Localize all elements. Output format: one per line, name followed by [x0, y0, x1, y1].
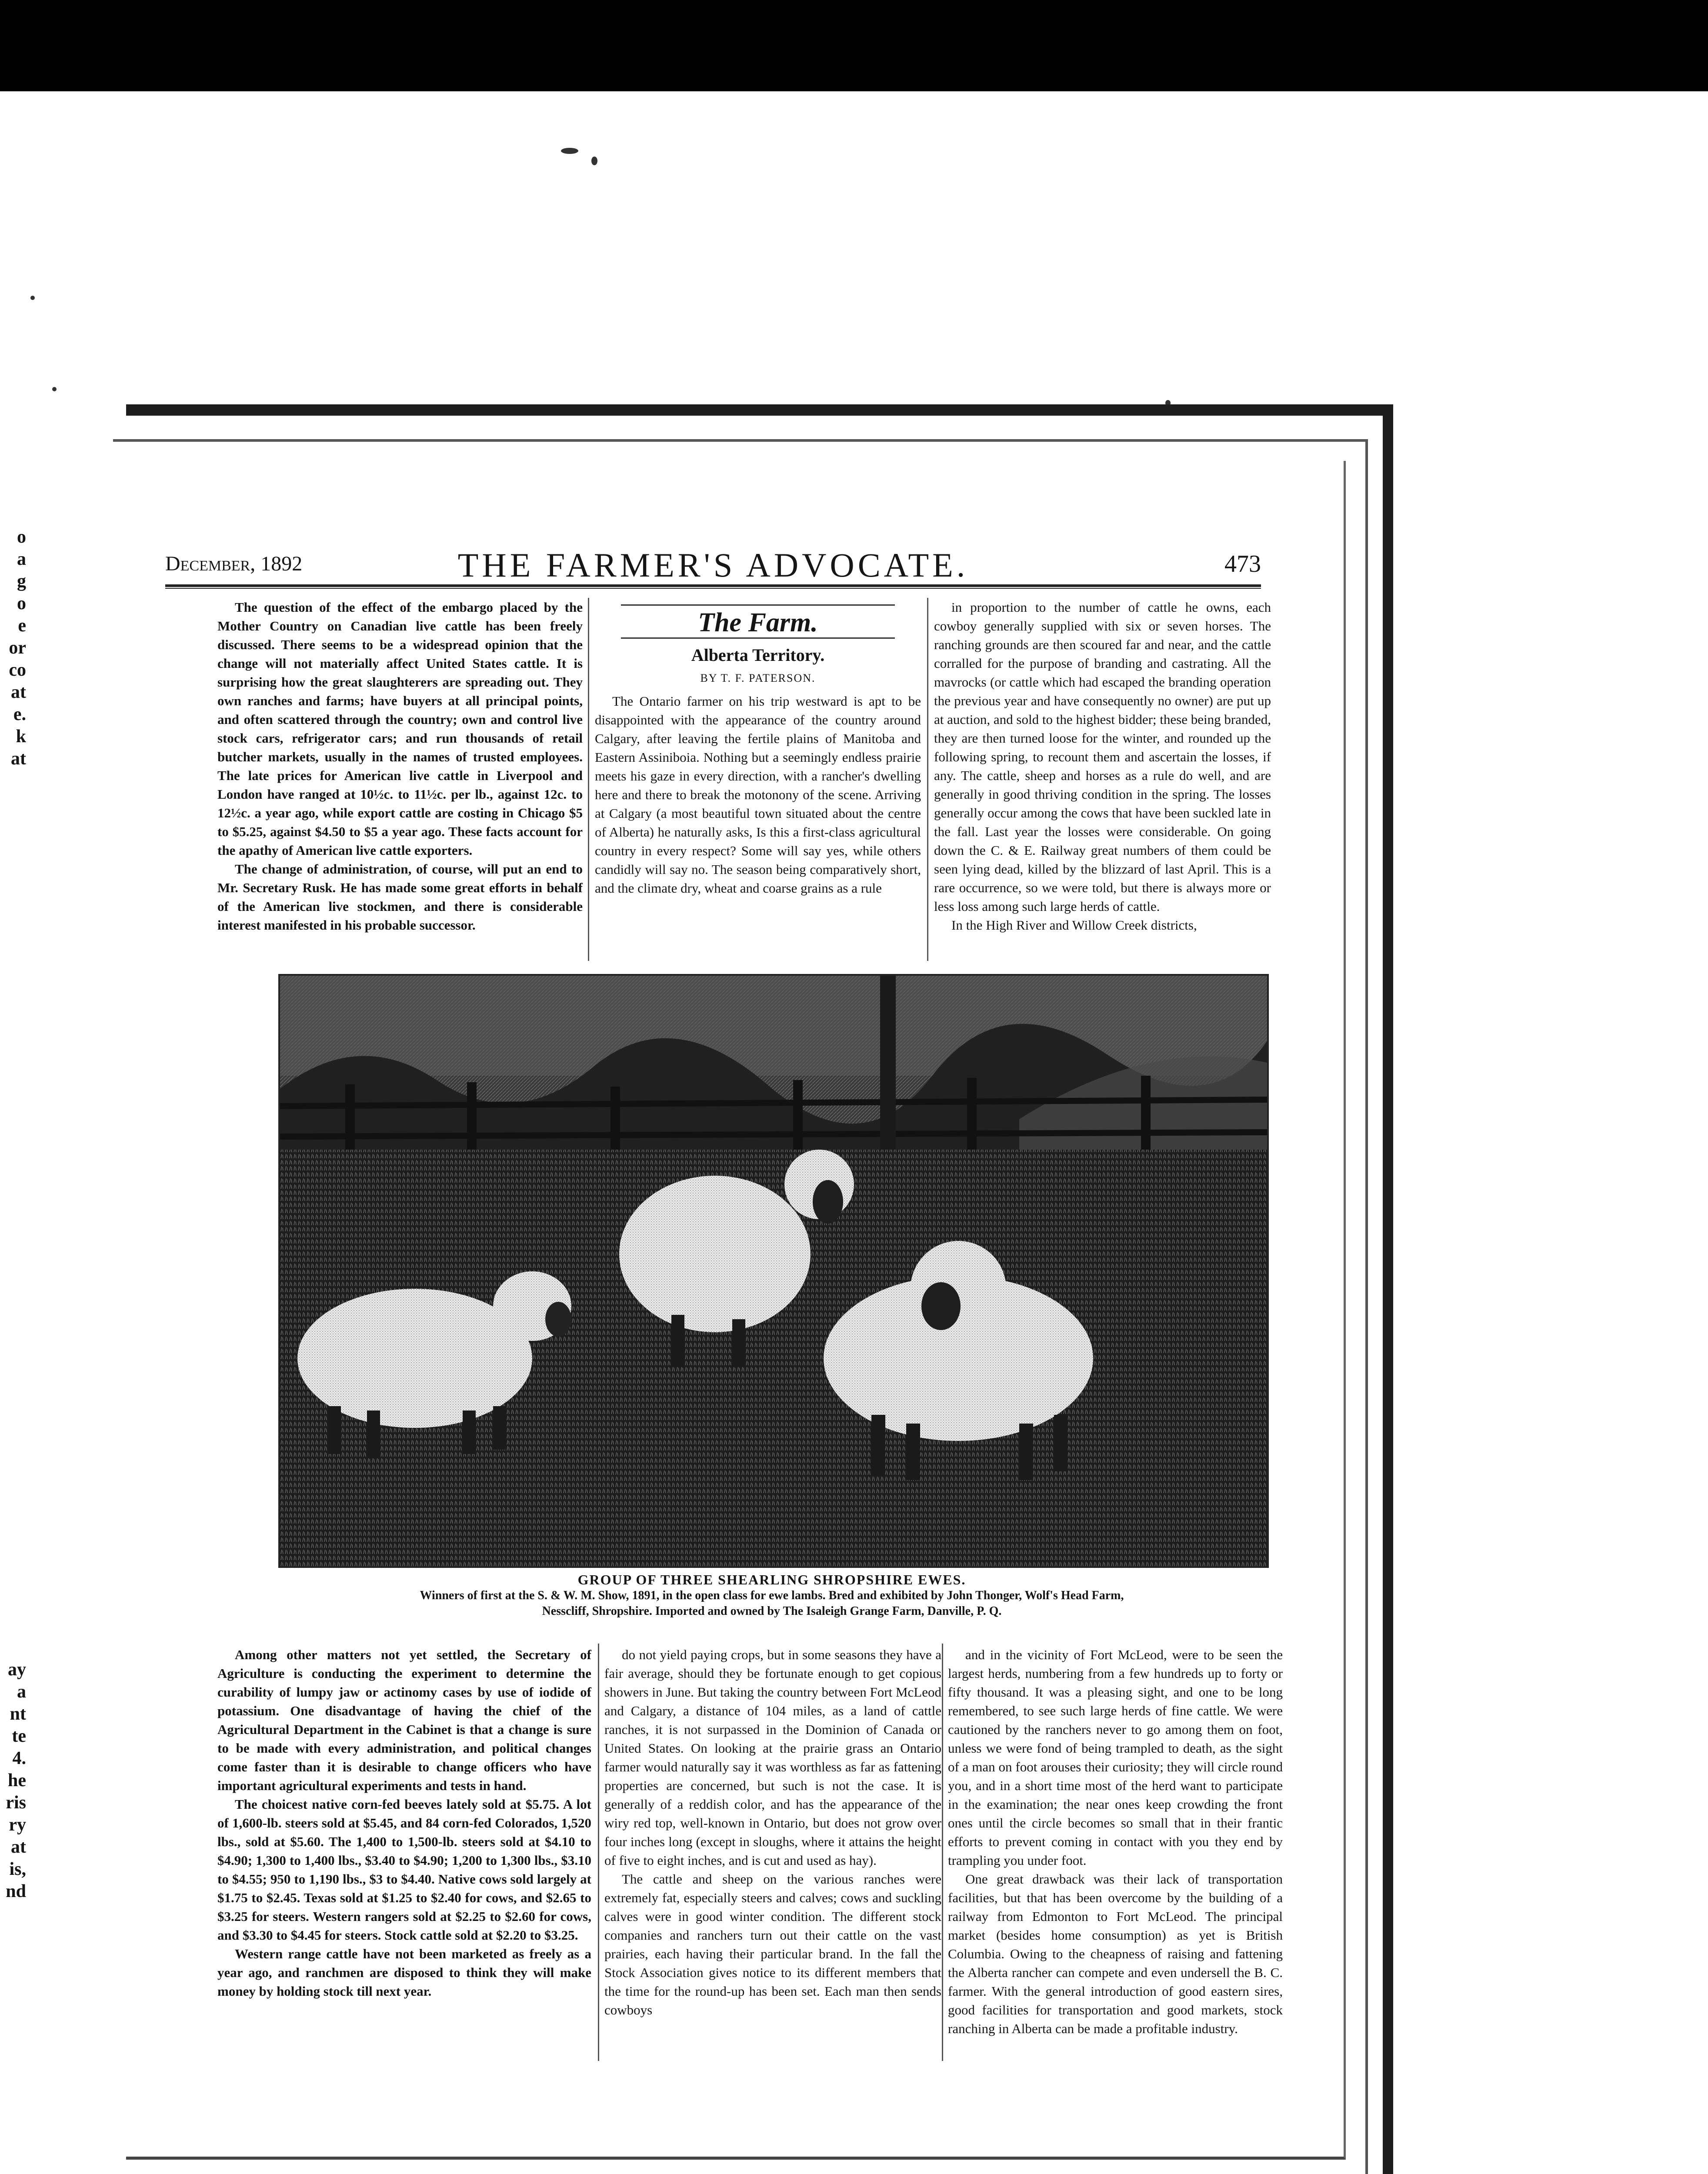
column-rule: [942, 1644, 943, 2061]
section-rule: [621, 637, 895, 639]
paragraph: and in the vicinity of Fort McLeod, were to be seen the largest herds, numbering from a few hundreds up to forty or fifty thousand. It was a pleasing sight, and one to be long remembered, to see such large herds of fine cattle. We were cautioned by the ranchers never to go among them on foot, unless we were fond of being trampled to death, as the sight of a man on foot arouses their curiosity; they will circle round you, and in a short time most of the herd want to participate in the examination; the near ones keep crowding the front ones until the circle becomes so small that in their frantic efforts to prevent coming in contact with you they end by trampling you under foot.: [948, 1647, 1283, 1868]
running-head: [165, 546, 1261, 584]
left-fragment: ry: [9, 1815, 26, 1835]
left-fragment: he: [8, 1771, 26, 1791]
paragraph: One great drawback was their lack of transportation facilities, but that has been overcome by the building of a railway from Edmonton to Fort McLeod. The principal market (besides home consumption) as yet is British Columbia. Owing to the cheapness of raising and fattening the Alberta rancher can compete and even undersell the B. C. farmer. With the general introduction of good eastern sires, good facilities for transportation and good markets, stock ranching in Alberta can be made a profitable industry.: [948, 1871, 1283, 2036]
column-rule: [927, 598, 928, 961]
top-column-3: [934, 598, 1271, 934]
page-number: 473: [1224, 550, 1261, 577]
paragraph: The question of the effect of the embargo placed by the Mother Country on Canadian live cattle has been freely discussed. There seems to be a widespread opinion that the change will not materially affect United States cattle. It is surprising how the great slaughterers are spreading out. They own ranches and farms; have buyers at all principal points, and often scattered through the country; own and control live stock cars, refrigerator cars; and run thousands of retail butcher markets, usually in the names of trusted employees. The late prices for American live cattle in Liverpool and London have ranged at 10½c. to 11½c. per lb., against 12c. to 12½c. a year ago, while export cattle are costing in Chicago $5 to $5.25, against $4.50 to $5 a year ago. These facts account for the apathy of American live cattle exporters.: [217, 600, 583, 858]
section-rule: [621, 604, 895, 606]
top-column-2: [595, 600, 921, 897]
paragraph: The cattle and sheep on the various ranches were extremely fat, especially steers and calves; cows and suckling calves were in good winter condition. The different stock companies and ranchers turn out their cattle on the vast prairies, each having their particular brand. In the fall the Stock Association gives notice to its different members that the time for the round-up has been set. Each man then sends cowboys: [604, 1871, 941, 2017]
left-fragment: or: [9, 638, 26, 658]
left-fragment: o: [17, 594, 26, 614]
article-title: Alberta Territory.: [691, 645, 825, 665]
left-fragment: is,: [9, 1859, 26, 1879]
scan-speck: [52, 387, 57, 391]
left-fragment: nt: [10, 1704, 26, 1724]
byline: BY T. F. PATERSON.: [700, 672, 816, 684]
left-fragment: at: [11, 749, 26, 769]
head-rule: [165, 584, 1261, 587]
left-fragment: te: [12, 1726, 26, 1746]
left-fragment: at: [11, 1837, 26, 1857]
caption-line: Nesscliff, Shropshire. Imported and owned by The Isaleigh Grange Farm, Danville, P. Q.: [542, 1604, 1002, 1618]
paragraph: do not yield paying crops, but in some seasons they have a fair average, should they be fortunate enough to get copious showers in June. But taking the country between Fort McLeod and Calgary, a distance of 104 miles, as a land of cattle ranches, it is not surpassed in the Dominion of Canada or United States. On looking at the prairie grass an Ontario farmer would naturally say it was worthless as far as fattening properties are concerned, but such is not the case. It is generally of a reddish color, and has the appearance of the wiry red top, well-known in Ontario, but does not grow over four inches long (except in sloughs, where it attains the height of five to eight inches, and is cut and used as hay).: [604, 1647, 941, 1868]
paragraph: The choicest native corn-fed beeves lately sold at $5.75. A lot of 1,600-lb. steers sold at $5.45, and 84 corn-fed Colorados, 1,520 lbs., sold at $5.60. The 1,400 to 1,500-lb. steers sold at $4.10 to $4.90; 1,300 to 1,400 lbs., $3.40 to $4.90; 1,200 to 1,300 lbs., $3.10 to $4.55; 950 to 1,190 lbs., $3 to $4.40. Native cows sold largely at $1.75 to $2.45. Texas sold at $1.25 to $2.40 for cows, and $2.65 to $3.25 for steers. Western rangers sold at $2.25 to $2.60 for cows, and $3.30 to $4.45 for steers. Stock cattle sold at $2.20 to $3.25.: [217, 1797, 591, 1943]
left-fragment: a: [17, 1682, 26, 1702]
column-rule: [598, 1644, 599, 2061]
tree-trunk: [880, 976, 896, 1158]
column-rule: [588, 598, 589, 961]
paragraph: The Ontario farmer on his trip westward is apt to be disappointed with the appearance of the country around Calgary, after leaving the fertile plains of Manitoba and Eastern Assiniboia. Nothing but a seemingly endless prairie meets his gaze in every direction, with a rancher's dwelling here and there to break the motonony of the scene. Arriving at Calgary (a most beautiful town situated about the centre of Alberta) he naturally asks, Is this a first-class agricultural country in every respect? Some will say yes, while others candidly will say no. The season being comparatively short, and the climate dry, wheat and coarse grains as a rule: [595, 694, 921, 896]
bottom-column-1: [217, 1645, 591, 2001]
left-fragment: e: [18, 616, 26, 636]
caption-line: Winners of first at the S. & W. M. Show, 1891, in the open class for ewe lambs. Bred and exhibited by John Thonger, Wolf's Head Farm,: [420, 1589, 1124, 1602]
figure-caption: [278, 1572, 1265, 1619]
scan-speck: [561, 148, 578, 154]
scan-speck: [30, 296, 35, 300]
bottom-column-2: [604, 1645, 941, 2019]
left-fragment: a: [17, 549, 26, 569]
left-fragment: o: [17, 527, 26, 547]
caption-title: GROUP OF THREE SHEARLING SHROPSHIRE EWES.: [577, 1572, 966, 1587]
sheep-engraving-illustration: [280, 976, 1267, 1566]
paragraph: Among other matters not yet settled, the Secretary of Agriculture is conducting the experiment to determine the curability of lumpy jaw or actinomy cases by use of iodide of potassium. One disadvantage of having the chief of the Agricultural Department in the Cabinet is that a change is sure to be made with every administration, and political changes come faster than it is desirable to change officers who have important agricultural experiments and tests in hand.: [217, 1647, 591, 1793]
scan-top-border: [0, 0, 1708, 91]
bottom-column-3: [948, 1645, 1283, 2038]
top-column-1: [217, 598, 583, 934]
left-fragment: e.: [13, 704, 26, 724]
issue-date: December, 1892: [165, 552, 303, 575]
paragraph: In the High River and Willow Creek districts,: [951, 917, 1197, 933]
scan-speck: [591, 157, 597, 165]
head-rule-thin: [165, 588, 1261, 589]
left-fragment: co: [9, 660, 26, 680]
left-fragment: k: [16, 727, 26, 747]
left-fragment: nd: [6, 1881, 26, 1901]
left-fragment: at: [11, 682, 26, 702]
paragraph: The change of administration, of course, will put an end to Mr. Secretary Rusk. He has made some great efforts in behalf of the American live stockmen, and there is considerable interest manifested in his probable successor.: [217, 861, 583, 933]
left-fragment: 4.: [12, 1748, 26, 1768]
paragraph: in proportion to the number of cattle he owns, each cowboy generally supplied with six or seven horses. The ranching grounds are then scoured far and near, and the cattle corralled for the purpose of branding and castrating. All the mavrocks (or cattle which had escaped the branding operation the previous year and have consequently no owner) are put up at auction, and sold to the highest bidder; these being branded, they are then turned loose for the winter, and rounded up the following spring, to recount them and ascertain the losses, if any. The cattle, sheep and horses as a rule do well, and are generally in good thriving condition in the spring. The losses generally occur among the cows that have been suckled late in the fall. Last year the losses were considerable. On going down the C. & E. Railway great numbers of them could be seen lying dead, killed by the blizzard of last April. This is a rare occurrence, so we were told, but there is always more or less loss among such large herds of cattle.: [934, 600, 1271, 914]
paragraph: Western range cattle have not been marketed as freely as a year ago, and ranchmen are disposed to think they will make money by holding stock till next year.: [217, 1946, 591, 1999]
left-fragment: ris: [6, 1793, 26, 1813]
left-fragment: ay: [8, 1660, 26, 1680]
masthead-title: THE FARMER'S ADVOCATE.: [457, 546, 969, 584]
left-fragment: g: [17, 571, 26, 591]
engraving-figure: [278, 974, 1269, 1568]
section-heading: The Farm.: [698, 608, 818, 637]
